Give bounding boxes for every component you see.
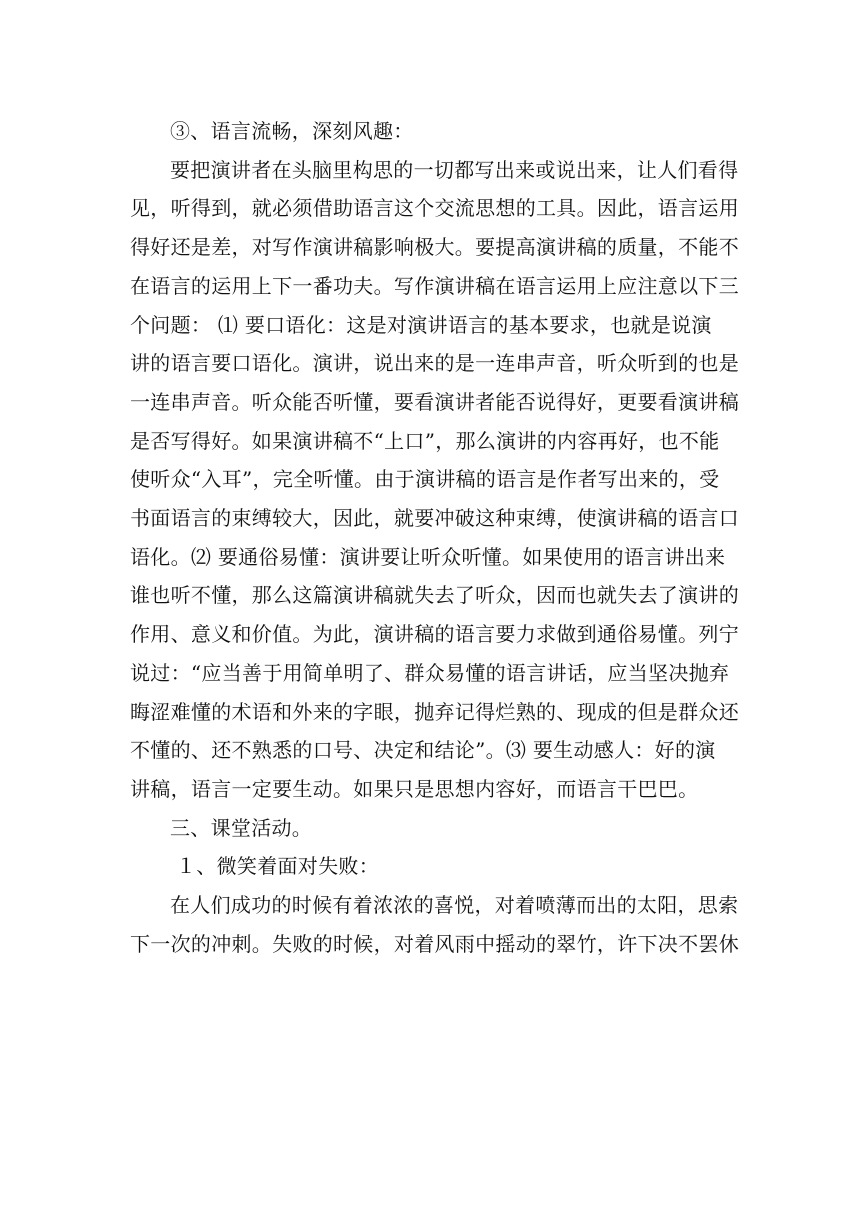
subheading-language-fluent: ③、语言流畅，深刻风趣：: [170, 119, 414, 143]
paragraph-line: 得好还是差，对写作演讲稿影响极大。要提高演讲稿的质量，不能不: [130, 235, 739, 260]
paragraph-line: 作用、意义和价值。为此，演讲稿的语言要力求做到通俗易懂。列宁: [130, 622, 739, 647]
paragraph-line: 在人们成功的时候有着浓浓的喜悦，对着喷薄而出的太阳，思索: [170, 893, 739, 918]
paragraph-line: 晦涩难懂的术语和外来的字眼，抛弃记得烂熟的、现成的但是群众还: [130, 699, 739, 724]
paragraph-line: 讲稿，语言一定要生动。如果只是思想内容好，而语言干巴巴。: [130, 776, 699, 801]
document-page: [130, 112, 742, 963]
item-heading-smile-at-failure: １、微笑着面对失败：: [176, 854, 379, 879]
paragraph-line: 说过：“应当善于用简单明了、群众易懂的语言讲话，应当坚决抛弃: [130, 660, 730, 685]
paragraph-success-failure: [130, 886, 742, 963]
paragraph-language-usage: [130, 151, 742, 809]
paragraph-line: 谁也听不懂，那么这篇演讲稿就失去了听众，因而也就失去了演讲的: [130, 583, 739, 608]
paragraph-line: 讲的语言要口语化。演讲，说出来的是一连串声音，听众听到的也是: [130, 351, 739, 376]
paragraph-line: 使听众“入耳”，完全听懂。由于演讲稿的语言是作者写出来的，受: [130, 467, 720, 492]
paragraph-line: 书面语言的束缚较大，因此，就要冲破这种束缚，使演讲稿的语言口: [130, 506, 739, 531]
paragraph-line: 一连串声音。听众能否听懂，要看演讲者能否说得好，更要看演讲稿: [130, 389, 739, 414]
section-heading-class-activity: 三、课堂活动。: [170, 815, 313, 840]
paragraph-line: 下一次的冲刺。失败的时候，对着风雨中摇动的翠竹，许下决不罢休: [130, 931, 739, 956]
paragraph-line: 不懂的、还不熟悉的口号、决定和结论”。⑶ 要生动感人：好的演: [130, 738, 716, 763]
paragraph-line: 见，听得到，就必须借助语言这个交流思想的工具。因此，语言运用: [130, 196, 739, 221]
paragraph-line: 个问题： ⑴ 要口语化：这是对演讲语言的基本要求，也就是说演: [130, 312, 712, 337]
paragraph-line: 要把演讲者在头脑里构思的一切都写出来或说出来，让人们看得: [170, 157, 739, 182]
paragraph-line: 是否写得好。如果演讲稿不“上口”，那么演讲的内容再好，也不能: [130, 428, 720, 453]
paragraph-line: 在语言的运用上下一番功夫。写作演讲稿在语言运用上应注意以下三: [130, 273, 739, 298]
paragraph-line: 语化。⑵ 要通俗易懂：演讲要让听众听懂。如果使用的语言讲出来: [130, 544, 726, 569]
